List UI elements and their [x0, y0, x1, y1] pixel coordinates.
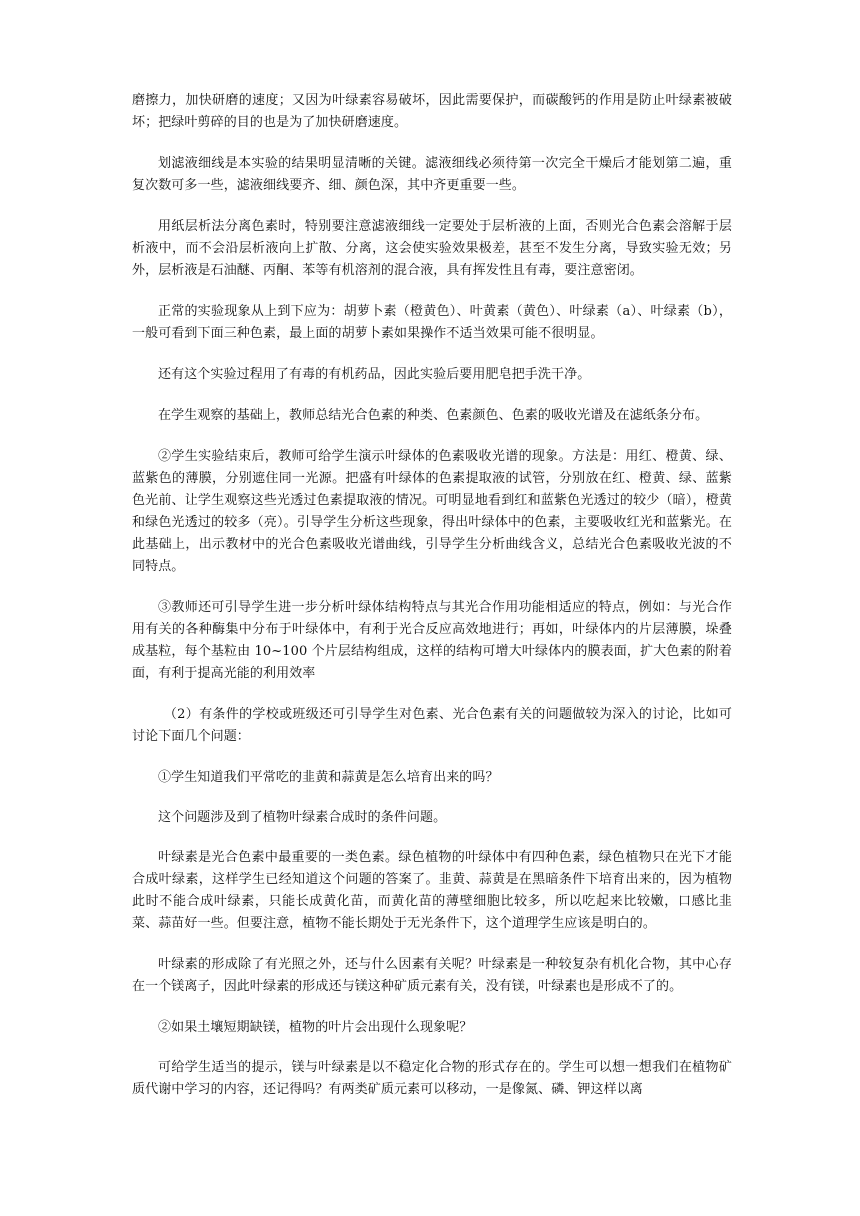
paragraph-chlorophyll-magnesium: 叶绿素的形成除了有光照之外，还与什么因素有关呢？叶绿素是一种较复杂有机化合物，其中心存在一个镁离子，因此叶绿素的形成还与镁这种矿质元素有关，没有镁，叶绿素也是形成不了的。: [132, 957, 732, 994]
paragraph-mineral-hint: 可给学生适当的提示，镁与叶绿素是以不稳定化合物的形式存在的。学生可以想一想我们在植物矿质代谢中学习的内容，还记得吗？有两类矿质元素可以移动，一是像氮、磷、钾这样以离: [132, 1060, 732, 1097]
paragraph-grinding-purpose: 磨擦力，加快研磨的速度；又因为叶绿素容易破坏，因此需要保护，而碳酸钙的作用是防止叶绿素被破坏；把绿叶剪碎的目的也是为了加快研磨速度。: [132, 93, 732, 130]
document-body: [132, 90, 732, 1120]
paragraph-teacher-summary: 在学生观察的基础上，教师总结光合色素的种类、色素颜色、色素的吸收光谱及在滤纸条分布。: [158, 408, 709, 423]
paragraph-chromatography-caution: 用纸层析法分离色素时，特别要注意滤液细线一定要处于层析液的上面，否则光合色素会溶解于层析液中，而不会沿层析液向上扩散、分离，这会使实验效果极差，甚至不发生分离，导致实验无效；另外，层析液是石油醚、丙酮、苯等有机溶剂的混合液，具有挥发性且有毒，要注意密闭。: [132, 219, 732, 278]
paragraph-filter-line: 划滤液细线是本实验的结果明显清晰的关键。滤液细线必须待第一次完全干燥后才能划第二遍，重复次数可多一些，滤液细线要齐、细、颜色深，其中齐更重要一些。: [132, 156, 732, 193]
paragraph-question-one-topic: 这个问题涉及到了植物叶绿素合成时的条件问题。: [158, 810, 447, 825]
paragraph-absorption-demo: ②学生实验结束后，教师可给学生演示叶绿体的色素吸收光谱的现象。方法是：用红、橙黄、绿、蓝紫色的薄膜，分别遮住同一光源。把盛有叶绿体的色素提取液的试管，分别放在红、橙黄、绿、蓝紫色光前、让学生观察这些光透过色素提取液的情况。可明显地看到红和蓝紫色光透过的较少（暗），橙黄和绿色光透过的较多（亮）。引导学生分析这些现象，得出叶绿体中的色素，主要吸收红光和蓝紫光。在此基础上，出示教材中的光合色素吸收光谱曲线，引导学生分析曲线含义，总结光合色素吸收光波的不同特点。: [132, 449, 732, 574]
paragraph-discussion-intro: （2）有条件的学校或班级还可引导学生对色素、光合色素有关的问题做较为深入的讨论，比如可讨论下面几个问题：: [132, 707, 732, 744]
paragraph-chloroplast-structure: ③教师还可引导学生进一步分析叶绿体结构特点与其光合作用功能相适应的特点，例如：与光合作用有关的各种酶集中分布于叶绿体中，有利于光合反应高效地进行；再如，叶绿体内的片层薄膜，垛叠成基粒，每个基粒由 10~100 个片层结构组成，这样的结构可增大叶绿体内的膜表面，扩大色素的附着面，有利于提高光能的利用效率: [132, 600, 732, 681]
paragraph-chlorophyll-light: 叶绿素是光合色素中最重要的一类色素。绿色植物的叶绿体中有四种色素，绿色植物只在光下才能合成叶绿素，这样学生已经知道这个问题的答案了。韭黄、蒜黄是在黑暗条件下培育出来的，因为植物此时不能合成叶绿素，只能长成黄化苗，而黄化苗的薄壁细胞比较多，所以吃起来比较嫩，口感比韭菜、蒜苗好一些。但要注意，植物不能长期处于无光条件下，这个道理学生应该是明白的。: [132, 850, 732, 931]
paragraph-question-one: ①学生知道我们平常吃的韭黄和蒜黄是怎么培育出来的吗？: [158, 770, 499, 785]
paragraph-pigment-order: 正常的实验现象从上到下应为：胡萝卜素（橙黄色）、叶黄素（黄色）、叶绿素（a）、叶绿素（b），一般可看到下面三种色素，最上面的胡萝卜素如果操作不适当效果可能不很明显。: [132, 304, 732, 341]
paragraph-hand-washing: 还有这个实验过程用了有毒的有机药品，因此实验后要用肥皂把手洗干净。: [158, 367, 591, 382]
paragraph-question-two: ②如果土壤短期缺镁，植物的叶片会出现什么现象呢？: [158, 1020, 473, 1035]
